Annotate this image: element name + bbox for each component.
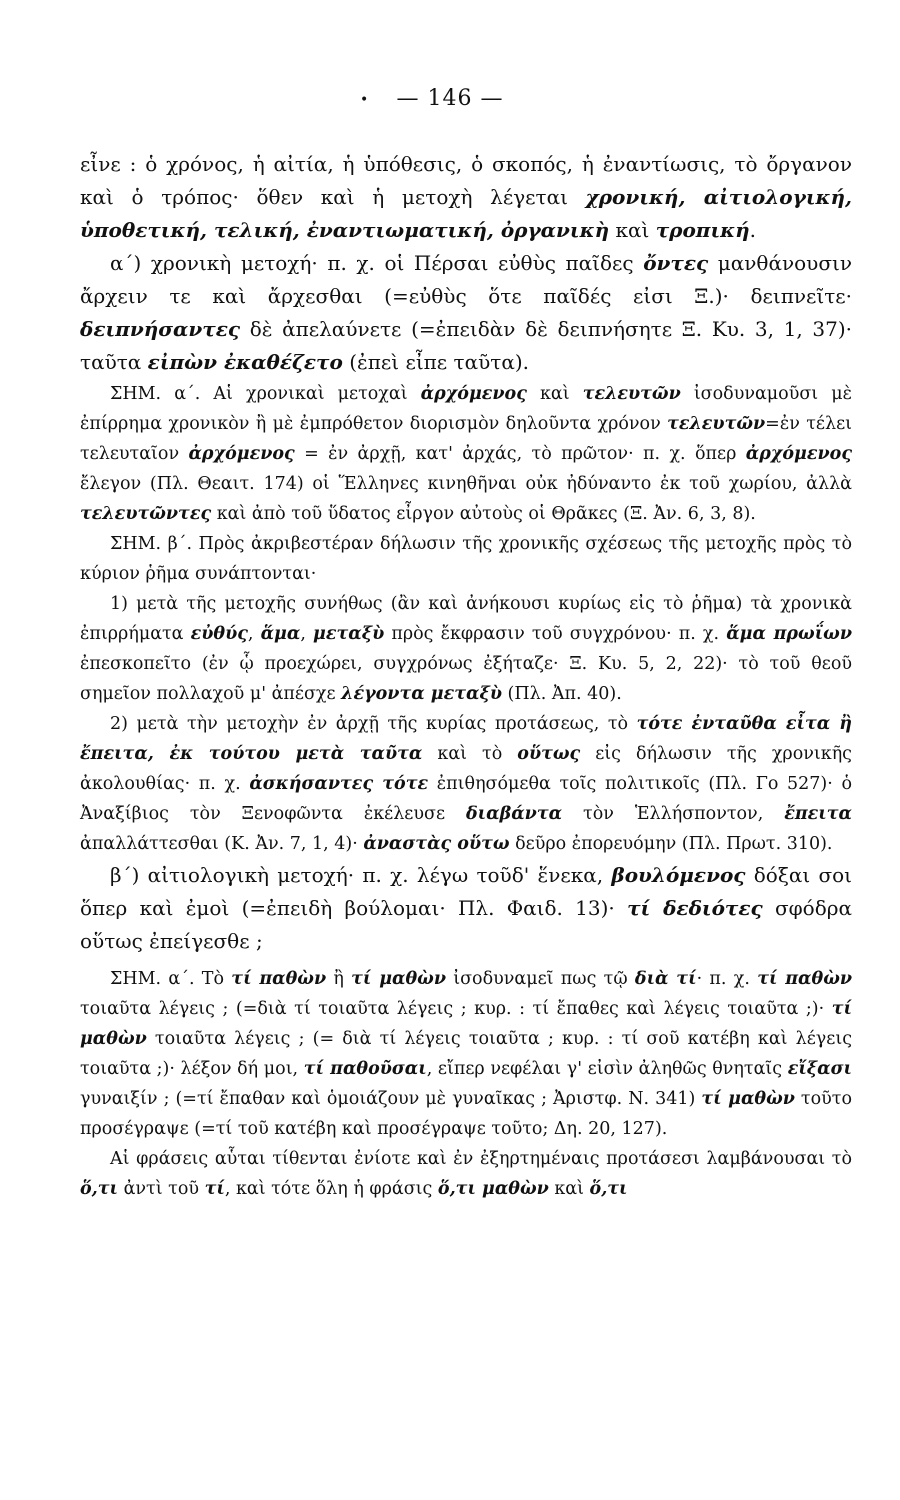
emphasis: διὰ τί	[634, 969, 697, 989]
emphasis: μεταξὺ	[313, 624, 385, 644]
text-run: τοιαῦτα λέγεις ; (= διὰ τί λέγεις τοιαῦτα ; κυρ. : τί σοῦ κατέβη καὶ λέγεις τοιαῦτα ;)· λέξον δή μοι,	[80, 1029, 852, 1079]
emphasis: ἅμα	[260, 624, 301, 644]
emphasis: δειπνήσαντες	[80, 317, 241, 341]
emphasis: λέγοντα μεταξὺ	[341, 684, 502, 704]
note-a	[80, 379, 852, 529]
emphasis: τί παθὼν	[757, 969, 853, 989]
emphasis: ἀρχόμενος	[745, 444, 852, 464]
emphasis: ἀναστὰς οὕτω	[363, 834, 510, 854]
text-run: ἀντὶ τοῦ	[118, 1179, 205, 1199]
text-run: δόξαι σοι ὅπερ καὶ ἐμοὶ (=ἐπειδὴ βούλομαι· Πλ. Φαιδ. 13)·	[80, 863, 852, 920]
emphasis: ἅμα πρωΐων	[726, 624, 852, 644]
paragraph-intro	[80, 148, 852, 247]
paragraph-temporal	[80, 247, 852, 379]
text-run: ἐπιθησόμεθα τοῖς πολιτικοῖς (Πλ. Γο 527)· ὁ Ἀναξίβιος τὸν Ξενοφῶντα ἐκέλευσε	[80, 774, 852, 824]
text-run: ΣΗΜ. α΄. Τὸ	[110, 969, 232, 989]
emphasis: ὅ,τι	[80, 1179, 119, 1199]
text-run: γυναιξίν ; (=τί ἔπαθαν καὶ ὁμοιάζουν μὲ γυναῖκας ; Ἀριστφ. Ν. 341)	[80, 1089, 702, 1109]
page-body	[80, 148, 852, 1204]
note-b	[80, 529, 852, 589]
emphasis: εἰπὼν ἐκαθέζετο	[147, 350, 343, 374]
text-run: ἐπεσκοπεῖτο (ἐν ᾧ προεχώρει, συγχρόνως ἐξήταζε· Ξ. Κυ. 5, 2, 22)· τὸ τοῦ θεοῦ σημεῖον πολλαχοῦ μ' ἀπέσχε	[80, 654, 852, 704]
note-b-item-1	[80, 589, 852, 709]
text-run: δὲ ἀπελαύνετε (=ἐπειδὰν δὲ δειπνήσητε Ξ. Κυ. 3, 1, 37)· ταῦτα	[80, 317, 852, 374]
text-run: ΣΗΜ. β΄. Πρὸς ἀκριβεστέραν δήλωσιν τῆς χρονικῆς σχέσεως τῆς μετοχῆς πρὸς τὸ κύριον ῥῆμα συνάπτονται·	[80, 534, 852, 584]
emphasis: τί παθὼν	[231, 969, 327, 989]
note-c	[80, 964, 852, 1144]
text-run: , καὶ τότε ὅλη ἡ φράσις	[224, 1179, 438, 1199]
text-run: τοιαῦτα λέγεις ; (=διὰ τί τοιαῦτα λέγεις ; κυρ. : τί ἔπαθες καὶ λέγεις τοιαῦτα ;)·	[80, 999, 832, 1019]
emphasis: ἀσκήσαντες τότε	[249, 774, 429, 794]
text-run: τοῦτο προσέγραψε (=τί τοῦ κατέβη καὶ προσέγραψε τοῦτο; Δη. 20, 127).	[80, 1089, 852, 1139]
emphasis: ἔπειτα	[784, 804, 853, 824]
text-run: ἰσοδυναμοῦσι μὲ ἐπίρρημα χρονικὸν ἢ μὲ ἐμπρόθετον διορισμὸν δηλοῦντα χρόνον	[80, 384, 853, 434]
text-run: (ἐπεὶ εἶπε ταῦτα).	[342, 350, 529, 374]
emphasis: τελευτῶν	[667, 414, 766, 434]
emphasis: τί μαθὼν	[701, 1089, 795, 1109]
emphasis: εὐθύς	[190, 624, 248, 644]
text-run: β΄) αἰτιολογικὴ μετοχή· π. χ. λέγω τοῦδ' ἕνεκα,	[110, 863, 612, 887]
text-run: ΣΗΜ. α΄. Αἱ χρονικαὶ μετοχαὶ	[110, 384, 421, 404]
text-run: ,	[300, 624, 314, 644]
text-run: ἢ	[326, 969, 352, 989]
emphasis: ὅ,τι	[589, 1179, 628, 1199]
stray-mark: •	[360, 92, 369, 108]
text-run: ἔλεγον (Πλ. Θεαιτ. 174) οἱ Ἕλληνες κινηθῆναι οὐκ ἠδύναντο ἐκ τοῦ χωρίου, ἀλλὰ	[80, 474, 852, 494]
text-run: καὶ τὸ	[422, 744, 518, 764]
text-run: εἶνε : ὁ χρόνος, ἡ αἰτία, ἡ ὑπόθεσις, ὁ σκοπός, ἡ ἐναντίωσις, τὸ ὄργανον καὶ ὁ τρόπος· ὅθεν καὶ ἡ μετοχὴ λέγεται	[80, 152, 852, 209]
emphasis: τελευτῶντες	[80, 504, 212, 524]
emphasis: τί παθοῦσαι	[303, 1059, 427, 1079]
emphasis: τροπική	[655, 218, 750, 242]
text-run: · π. χ.	[696, 969, 758, 989]
text-run: ἀπαλλάττεσθαι (Κ. Ἀν. 7, 1, 4)·	[80, 834, 364, 854]
emphasis: τότε ἐνταῦθα εἶτα ἢ ἔπειτα, ἐκ τούτου μετὰ ταῦτα	[80, 714, 852, 764]
paragraph-causal	[80, 859, 852, 958]
text-run: (Πλ. Ἀπ. 40).	[501, 684, 622, 704]
text-run: Αἱ φράσεις αὗται τίθενται ἐνίοτε καὶ ἐν ἐξηρτημέναις προτάσεσι λαμβάνουσαι τὸ	[110, 1149, 852, 1169]
text-run: 2) μετὰ τὴν μετοχὴν ἐν ἀρχῇ τῆς κυρίας προτάσεως, τὸ	[110, 714, 637, 734]
text-run: ,	[247, 624, 261, 644]
text-run: εἰς δήλωσιν τῆς χρονικῆς ἀκολουθίας· π. χ.	[80, 744, 852, 794]
text-run: καὶ	[609, 218, 656, 242]
note-b-item-2	[80, 709, 852, 859]
emphasis: ἀρχόμενος	[188, 444, 295, 464]
text-run: α΄) χρονικὴ μετοχή· π. χ. οἱ Πέρσαι εὐθὺς παῖδες	[110, 251, 644, 275]
emphasis: ὄντες	[643, 251, 709, 275]
text-run: 1) μετὰ τῆς μετοχῆς συνήθως (ἂν καὶ ἀνήκουσι κυρίως εἰς τὸ ῥῆμα) τὰ χρονικὰ ἐπιρρήματα	[80, 594, 852, 644]
text-run: σφόδρα οὕτως ἐπείγεσθε ;	[80, 896, 853, 953]
text-run: δεῦρο ἐπορευόμην (Πλ. Πρωτ. 310).	[509, 834, 833, 854]
text-run: καὶ ἀπὸ τοῦ ὕδατος εἶργον αὐτοὺς οἱ Θρᾶκες (Ξ. Ἀν. 6, 3, 8).	[211, 504, 756, 524]
emphasis: τελευτῶν	[582, 384, 681, 404]
text-run: πρὸς ἔκφρασιν τοῦ συγχρόνου· π. χ.	[384, 624, 727, 644]
text-run: =ἐν τέλει τελευταῖον	[80, 414, 852, 464]
emphasis: ἀρχόμενος	[420, 384, 527, 404]
text-run: καὶ	[526, 384, 583, 404]
emphasis: ὅ,τι μαθὼν	[437, 1179, 549, 1199]
text-run: .	[749, 218, 757, 242]
text-run: , εἴπερ νεφέλαι γ' εἰσὶν ἀληθῶς θνηταῖς	[426, 1059, 788, 1079]
note-c-continued	[80, 1144, 852, 1204]
page-number: — 146 —	[396, 86, 504, 111]
emphasis: τί δεδιότες	[627, 896, 763, 920]
emphasis: διαβάντα	[465, 804, 563, 824]
emphasis: οὕτως	[517, 744, 581, 764]
emphasis: τί μαθὼν	[351, 969, 446, 989]
text-run: μανθάνουσιν ἄρχειν τε καὶ ἄρχεσθαι (=εὐθὺς ὅτε παῖδές εἰσι Ξ.)· δειπνεῖτε·	[80, 251, 852, 308]
emphasis: εἴξασι	[787, 1059, 853, 1079]
emphasis: τί μαθὼν	[80, 999, 852, 1049]
text-run: ἰσοδυναμεῖ πως τῷ	[445, 969, 635, 989]
emphasis: βουλόμενος	[611, 863, 746, 887]
text-run: τὸν Ἑλλήσποντον,	[562, 804, 785, 824]
emphasis: χρονική, αἰτιολογική, ὑποθετική, τελική, ἐναντιωματική, ὀργανικὴ	[80, 185, 852, 242]
emphasis: τί	[204, 1179, 225, 1199]
text-run: καὶ	[548, 1179, 590, 1199]
text-run: = ἐν ἀρχῇ, κατ' ἀρχάς, τὸ πρῶτον· π. χ. ὅπερ	[294, 444, 746, 464]
